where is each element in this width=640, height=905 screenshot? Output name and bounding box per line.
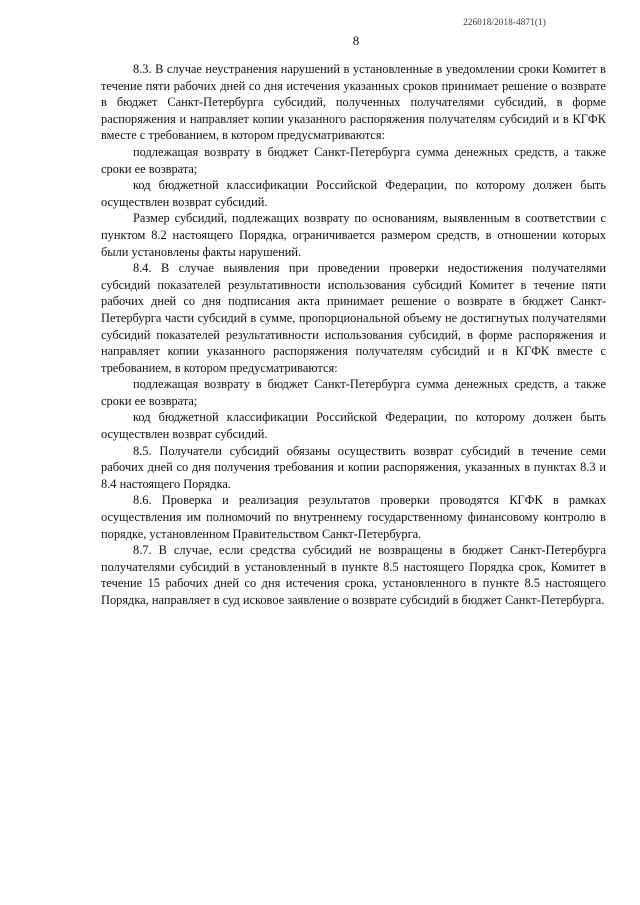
- paragraph-8-3-amount: подлежащая возврату в бюджет Санкт-Петербурга сумма денежных средств, а также сроки ее возврата;: [101, 144, 606, 176]
- paragraph-8-6: 8.6. Проверка и реализация результатов проверки проводятся КГФК в рамках осуществления им полномочий по внутреннему государственному финансовому контролю в порядке, установленном Правительством Санкт-Петербурга.: [101, 493, 606, 541]
- page-number: 8: [352, 33, 360, 48]
- document-id: 226018/2018-4871(1): [463, 17, 546, 27]
- paragraph-8-4-budget-code: код бюджетной классификации Российской Федерации, по которому должен быть осуществлен возврат субсидий.: [101, 410, 606, 442]
- paragraph-8-3-budget-code: код бюджетной классификации Российской Федерации, по которому должен быть осуществлен возврат субсидий.: [101, 178, 606, 209]
- paragraph-8-4-amount: подлежащая возврату в бюджет Санкт-Петербурга сумма денежных средств, а также сроки ее возврата;: [101, 377, 606, 408]
- paragraph-8-4: 8.4. В случае выявления при проведении проверки недостижения получателями субсидий показателей результативности использования субсидий Комитет в течение пяти рабочих дней со дня подписания акта принимает решение о возврате в бюджет Санкт-Петербурга части субсидий в сумме, пропорциональной объему не достигнутых получателями субсидий показателей результативности использования субсидий, в форме распоряжения и направляет копии указанного распоряжения получателям субсидий и в КГФК вместе с требованием, в котором предусматриваются:: [101, 261, 606, 375]
- paragraph-8-3: 8.3. В случае неустранения нарушений в установленные в уведомлении сроки Комитет в течение пяти рабочих дней со дня истечения указанных сроков принимает решение о возврате в бюджет Санкт-Петербурга субсидий, полученных получателями субсидий, в форме распоряжения и направляет копии указанного распоряжения получателям субсидий и в КГФК вместе с требованием, в котором предусматриваются:: [101, 62, 606, 143]
- document-body: [101, 61, 606, 609]
- paragraph-subsidy-size: Размер субсидий, подлежащих возврату по основаниям, выявленным в соответствии с пунктом 8.2 настоящего Порядка, ограничивается размером средств, в отношении которых были установлены факты нарушений.: [101, 211, 606, 259]
- paragraph-8-5: 8.5. Получатели субсидий обязаны осуществить возврат субсидий в течение семи рабочих дней со дня получения требования и копии распоряжения, указанных в пунктах 8.3 и 8.4 настоящего Порядка.: [101, 443, 606, 491]
- paragraph-8-7: 8.7. В случае, если средства субсидий не возвращены в бюджет Санкт-Петербурга получателями субсидий в установленный в пункте 8.5 настоящего Порядка срок, Комитет в течение 15 рабочих дней со дня истечения срока, установленного в пункте 8.5 настоящего Порядка, направляет в суд исковое заявление о возврате субсидий в бюджет Санкт-Петербурга.: [101, 543, 606, 607]
